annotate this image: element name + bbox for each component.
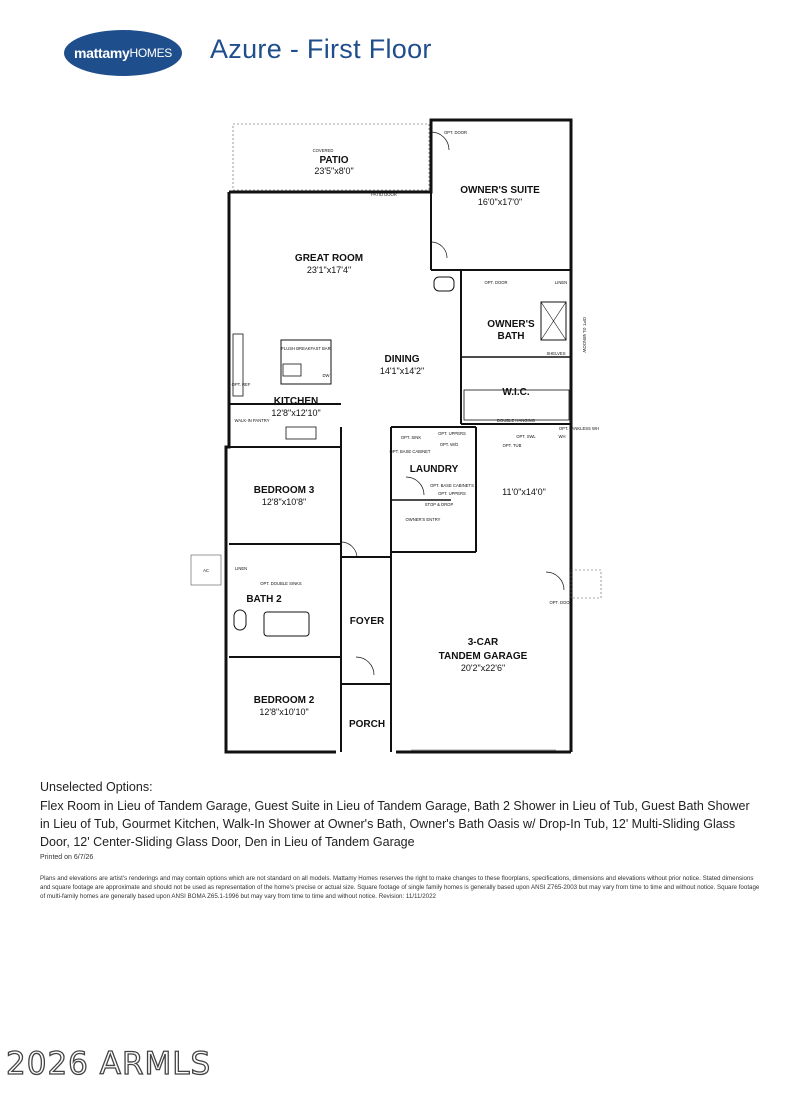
- garage-dim: 20'2"x22'6": [460, 663, 506, 673]
- walk-in-pantry-note: WALK-IN PANTRY: [234, 418, 270, 423]
- porch-label: PORCH: [348, 719, 386, 730]
- opt-gl-window: OPT. GL WINDOW: [582, 317, 587, 353]
- printed-date: Printed on 6/7/26: [40, 854, 94, 861]
- opt-base-cabinets-note: OPT. BASE CABINETS: [430, 483, 474, 488]
- owners-entry-note: OWNER'S ENTRY: [405, 517, 441, 522]
- opt-ref-note: OPT. REF: [231, 382, 251, 387]
- linen-note: LINEN: [234, 566, 248, 571]
- page-title: Azure - First Floor: [210, 34, 432, 64]
- stop-drop-note: STOP & DROP: [424, 502, 454, 507]
- shelves-note: SHELVES: [546, 351, 566, 356]
- opt-swl-note: OPT. SWL: [516, 434, 536, 439]
- owners-bath-label-2: BATH: [497, 331, 525, 342]
- laundry-label: LAUNDRY: [409, 464, 459, 475]
- bedroom2-dim: 12'8"x10'10": [259, 707, 309, 717]
- opt-tub-note: OPT. TUB: [502, 443, 522, 448]
- flush-bar-note: FLUSH BREAKFAST BAR: [281, 346, 331, 351]
- bedroom3-dim: 12'8"x10'8": [261, 497, 307, 507]
- flex-dim: 11'0"x14'0": [502, 487, 546, 497]
- linen-top: LINEN: [554, 280, 568, 285]
- dining-label: DINING: [384, 354, 420, 365]
- opt-door-bath: OPT. DOOR: [484, 280, 508, 285]
- owners-suite-dim: 16'0"x17'0": [477, 197, 523, 207]
- wic-label: W.I.C.: [502, 387, 530, 398]
- opt-uppers-2-note: OPT. UPPERS: [438, 491, 466, 496]
- great-room-label: GREAT ROOM: [294, 253, 364, 264]
- dining-dim: 14'1"x14'2": [379, 366, 425, 376]
- foyer-label: FOYER: [349, 616, 385, 627]
- great-room-dim: 23'1"x17'4": [306, 265, 352, 275]
- owners-suite-label: OWNER'S SUITE: [460, 185, 540, 196]
- patio-note: COVERED: [312, 148, 334, 153]
- logo-text-bold: mattamy: [74, 45, 130, 61]
- ac-note: AC: [203, 568, 209, 573]
- bath2-label: BATH 2: [246, 594, 282, 605]
- patio-door-note: PATIO DOOR: [371, 192, 397, 197]
- bedroom3-label: BEDROOM 3: [253, 485, 315, 496]
- opt-uppers-note: OPT. UPPERS: [438, 431, 466, 436]
- opt-sink-note: OPT. SINK: [400, 435, 422, 440]
- mattamy-homes-logo: [64, 30, 182, 76]
- opt-door-top: OPT. DOOR: [444, 130, 468, 135]
- armls-watermark: 2026 ARMLS: [6, 1046, 212, 1082]
- garage-label-1: 3-CAR: [467, 637, 499, 648]
- options-heading: Unselected Options:: [40, 780, 153, 794]
- opt-tankless-note: OPT. TANKLESS WH: [558, 426, 599, 431]
- logo-text-regular: HOMES: [129, 46, 172, 60]
- kitchen-dim: 12'8"x12'10": [271, 408, 321, 418]
- opt-base-cabinet-note: OPT. BASE CABINET: [389, 449, 431, 454]
- floor-plan: [186, 112, 606, 768]
- wh-note: WH: [558, 434, 566, 439]
- kitchen-label: KITCHEN: [273, 396, 319, 407]
- opt-wd-note: OPT. W/D: [439, 442, 459, 447]
- wall-west: [226, 192, 336, 752]
- garage-label-2: TANDEM GARAGE: [438, 651, 528, 662]
- options-text: Flex Room in Lieu of Tandem Garage, Guest Suite in Lieu of Tandem Garage, Bath 2 Shower in Lieu of Tub, Guest Bath Shower in Lieu of Tub, Gourmet Kitchen, Walk-In Shower at Owner's Bath, Owner's Bath Oasis w/ Drop-In Tub, 12' Multi-Sliding Glass Door, 12' Center-Sliding Glass Door, Den in Lieu of Tandem Garage: [40, 799, 750, 849]
- dw-note: DW: [322, 373, 330, 378]
- owners-bath-label-1: OWNER'S: [487, 319, 535, 330]
- bedroom2-label: BEDROOM 2: [253, 695, 315, 706]
- double-hanging-note: DOUBLE HANGING: [497, 418, 535, 423]
- patio-dim: 23'5"x8'0": [314, 166, 354, 176]
- opt-door-garage-note: OPT. DOOR: [549, 600, 573, 605]
- disclaimer: Plans and elevations are artist's renderings and may contain options which are not standard on all models. Mattamy Homes reserves the right to make changes to these floorplans, specifications, dimensions and elevations without prior notice. Stated dimensions and square footage are approximate and should not be used as representation of the home's precise or actual size. Square footage of single family homes is generally based upon ANSI Z765-2003 but may vary from time to time and without notice. Square footage of multi-family homes are generally based upon ANSI BOMA Z65.1-1996 but may vary from time to time and without notice. Revision: 11/11/2022: [40, 875, 760, 900]
- patio-label: PATIO: [319, 155, 349, 166]
- opt-double-sinks-note: OPT. DOUBLE SINKS: [260, 581, 302, 586]
